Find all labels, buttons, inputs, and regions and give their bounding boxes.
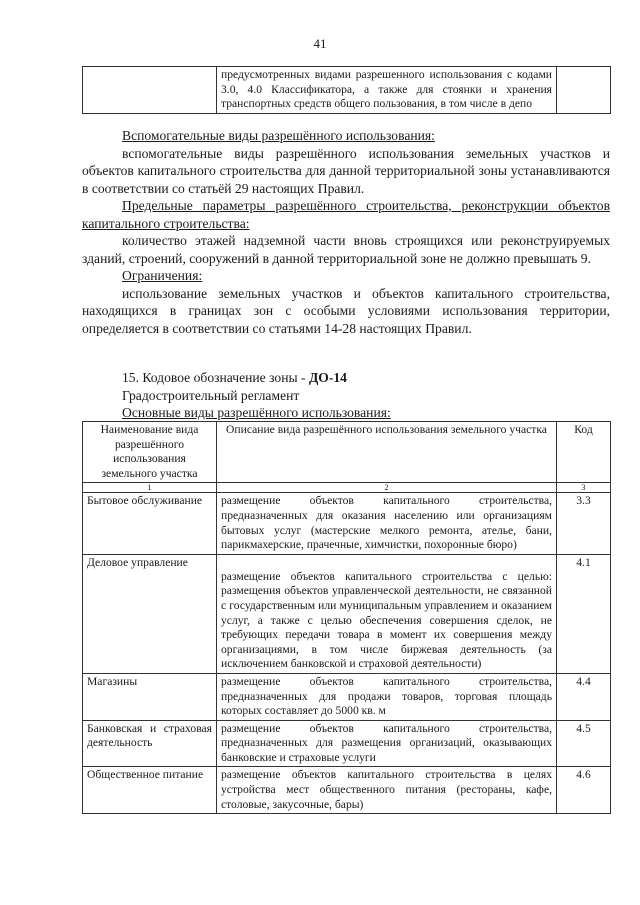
- use-description: размещение объектов капитального строительства с целью: размещения объектов управленческой деятельности, не связанной с государственным или муниципальным управлением и оказанием услуг, а также с целью обеспечения совершения сделок, не требующих передачи товара в момент их совершения между организациями, в том числе биржевая деятельность (за исключением банковской и страховой деятельности): [217, 554, 557, 673]
- zone-text-block: [82, 127, 610, 337]
- header-desc: Описание вида разрешённого использования земельного участка: [217, 422, 557, 483]
- aux-text: вспомогательные виды разрешённого использования земельных участков и объектов капитального строительства для данной территориальной зоны устанавливаются в соответствии со статьёй 29 настоящих Правил.: [82, 145, 610, 196]
- regulation-label: Градостроительный регламент: [122, 387, 300, 403]
- restrictions-text: использование земельных участков и объектов капитального строительства, находящихся в границах зон с особыми условиями использования территории, определяется в соответствии со статьями 14-28 настоящих Правил.: [82, 285, 610, 336]
- use-code: 4.6: [557, 767, 611, 814]
- header-name: Наименование вида разрешённого использования земельного участка: [83, 422, 217, 483]
- column-number: 3: [557, 483, 611, 493]
- table-row: [83, 767, 611, 814]
- column-number-row: [83, 483, 611, 493]
- use-name: Бытовое обслуживание: [83, 493, 217, 554]
- main-uses-heading: Основные виды разрешённого использования:: [122, 405, 391, 420]
- table-row: [83, 67, 611, 114]
- limits-heading: Предельные параметры разрешённого строительства, реконструкции объектов капитального строительства:: [82, 198, 610, 231]
- use-code: 4.1: [557, 554, 611, 673]
- column-number: 2: [217, 483, 557, 493]
- use-code: 4.5: [557, 720, 611, 767]
- zone-code: ДО-14: [308, 370, 347, 385]
- code-cell: [557, 67, 611, 114]
- use-name: Банковская и страховая деятельность: [83, 720, 217, 767]
- desc-cell: предусмотренных видами разрешенного использования с кодами 3.0, 4.0 Классификатора, а также для стоянки и хранения транспортных средств общего пользования, в том числе в депо: [217, 67, 557, 114]
- use-name: Общественное питание: [83, 767, 217, 814]
- use-name: Деловое управление: [83, 554, 217, 673]
- zone-header-block: [82, 369, 610, 422]
- table-header-row: [83, 422, 611, 483]
- zone-title-prefix: 15. Кодовое обозначение зоны -: [122, 370, 309, 385]
- limits-text: количество этажей надземной части вновь строящихся или реконструируемых зданий, строений, сооружений в данной территориальной зоне не должно превышать 9.: [82, 233, 610, 266]
- zone-title: [82, 369, 610, 387]
- main-uses-table: [82, 421, 611, 814]
- use-code: 3.3: [557, 493, 611, 554]
- use-description: размещение объектов капитального строительства, предназначенных для продажи товаров, торговая площадь которых составляет до 5000 кв. м: [217, 673, 557, 720]
- name-cell: [83, 67, 217, 114]
- use-code: 4.4: [557, 673, 611, 720]
- table-row: [83, 554, 611, 673]
- use-description: размещение объектов капитального строительства, предназначенных для оказания населению или организациям бытовых услуг (мастерские мелкого ремонта, ателье, бани, парикмахерские, прачечные, химчистки, похоронные бюро): [217, 493, 557, 554]
- header-code: Код: [557, 422, 611, 483]
- use-description: размещение объектов капитального строительства в целях устройства мест общественного питания (рестораны, кафе, столовые, закусочные, бары): [217, 767, 557, 814]
- restrictions-heading: Ограничения:: [122, 268, 203, 283]
- use-name: Магазины: [83, 673, 217, 720]
- continuation-table: [82, 66, 611, 114]
- table-row: [83, 673, 611, 720]
- table-row: [83, 493, 611, 554]
- aux-heading: Вспомогательные виды разрешённого использования:: [122, 128, 435, 143]
- column-number: 1: [83, 483, 217, 493]
- use-description: размещение объектов капитального строительства, предназначенных для размещения организаций, оказывающих банковские и страховые услуги: [217, 720, 557, 767]
- page-number: 41: [313, 36, 327, 51]
- table-row: [83, 720, 611, 767]
